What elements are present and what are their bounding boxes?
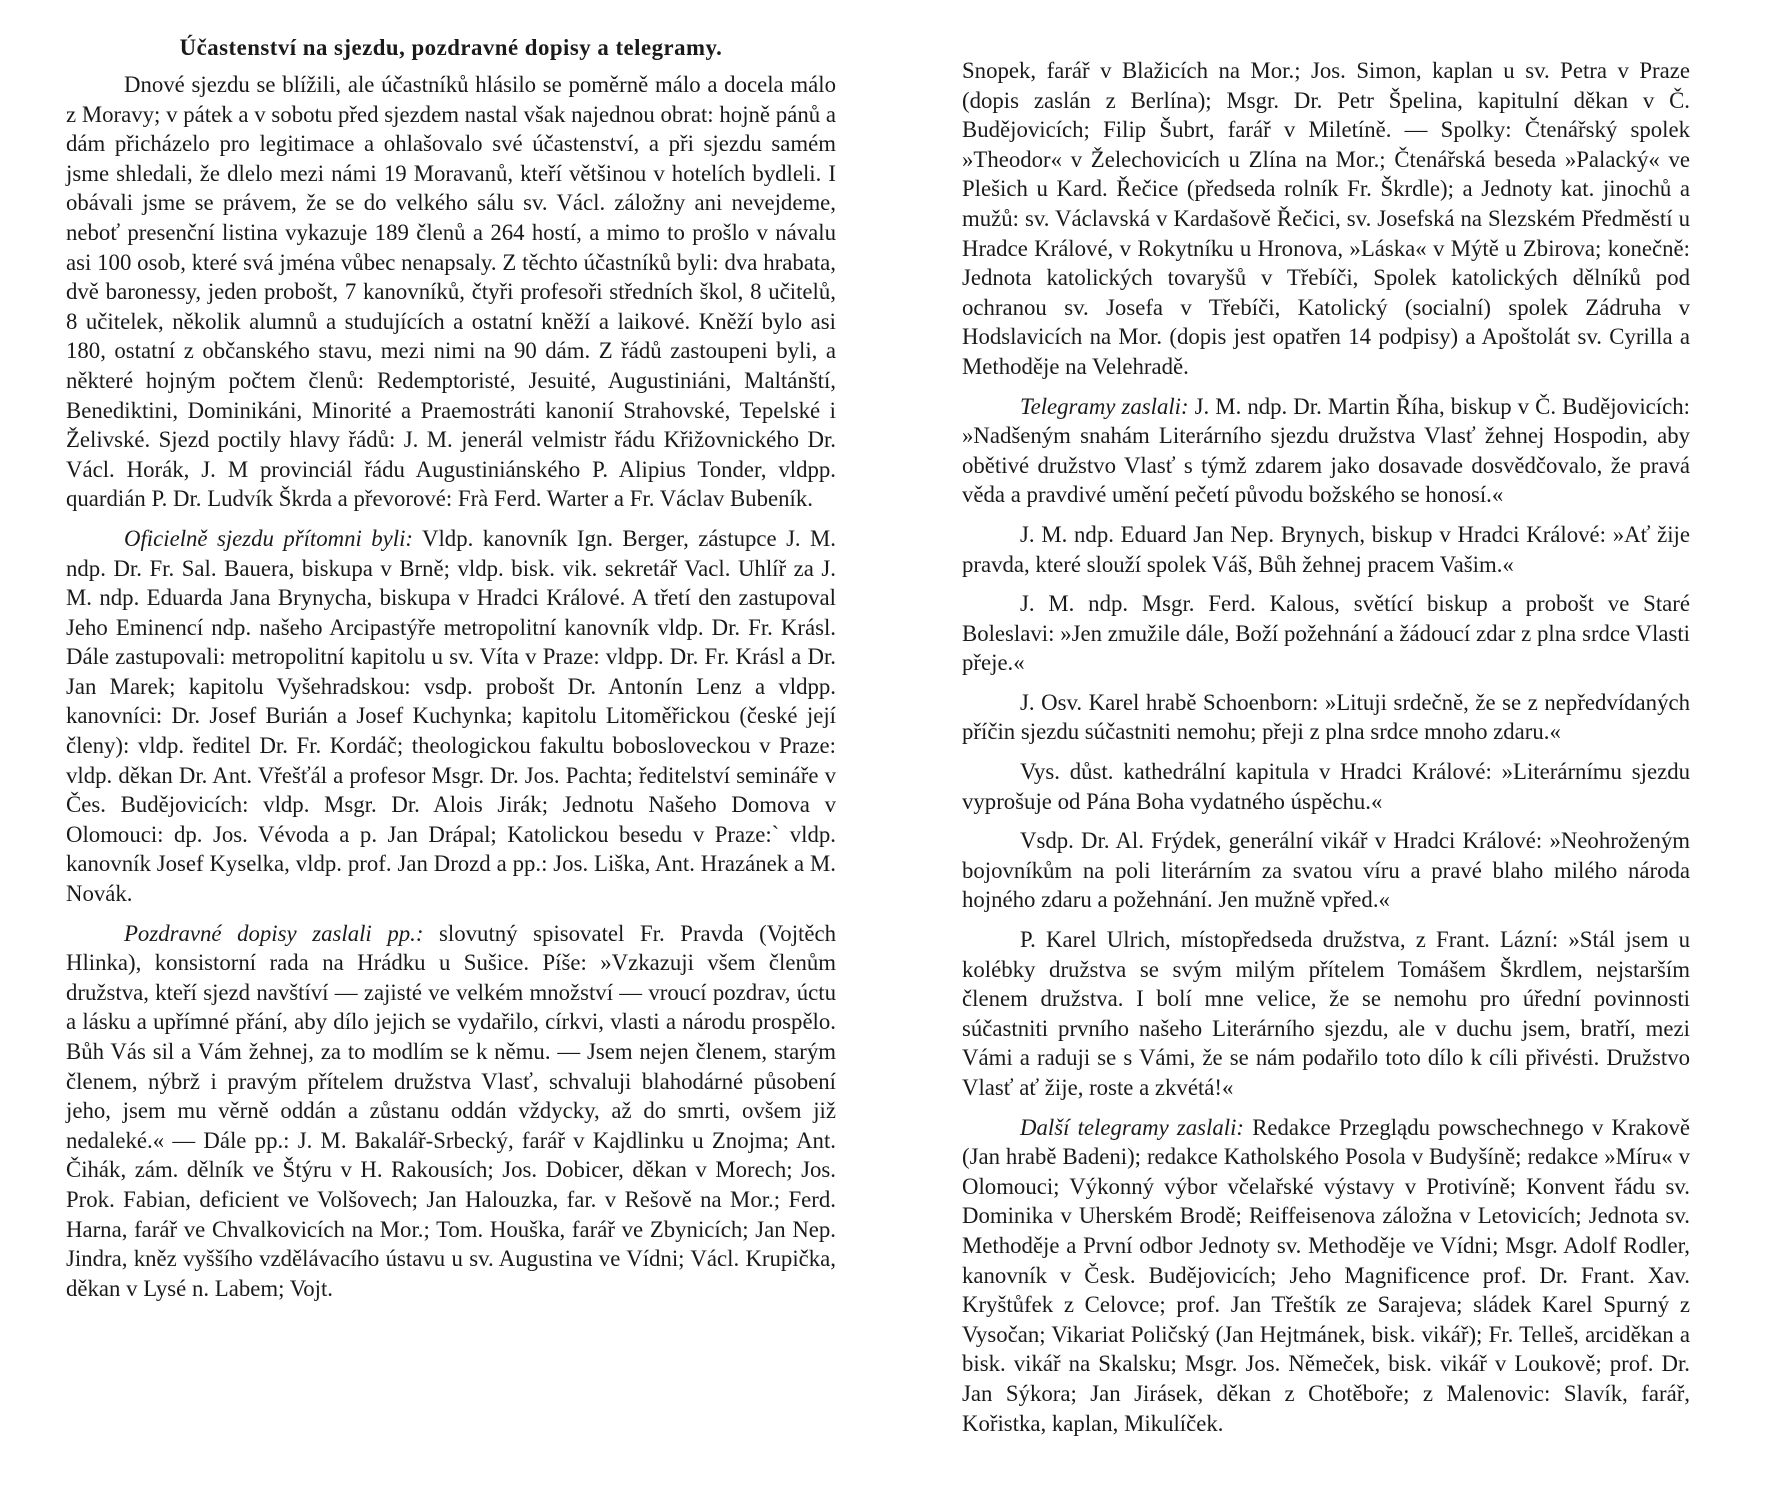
paragraph-telegram-frydek [962, 826, 1690, 915]
paragraph-telegram-ulrich [962, 925, 1690, 1103]
paragraph-telegrams [962, 392, 1690, 510]
paragraph-lead: Další telegramy zaslali: [1020, 1114, 1245, 1140]
section-heading-cut-off [66, 35, 836, 62]
paragraph-attendance [66, 70, 836, 514]
paragraph-text: Redakce Przeglądu powschechnego v Krakově (Jan hrabě Badeni); redakce Katholského Posola v Budyšíně; redakce »Míru« v Olomouci; Výkonný výbor včelařské výstavy v Protivíně; Konvent řádu sv. Dominika v Uherském Brodě; Reiffeisenova záložna v Letovicích; Jednota sv. Methoděje a První odbor Jednoty sv. Methoděje ve Vídni; Msgr. Adolf Rodler, kanovník v Česk. Budějovicích; Jeho Magnificence prof. Dr. Frant. Xav. Kryštůfek z Celovce; prof. Jan Třeštík ze Sarajeva; sládek Karel Spurný z Vysočan; Vikariat Poličský (Jan Hejtmánek, bisk. vikář); Fr. Telleš, arciděkan a bisk. vikář na Skalsku; Msgr. Jos. Němeček, bisk. vikář v Loukově; prof. Dr. Jan Sýkora; Jan Jirásek, děkan z Chotěboře; z Malenovic: Slavík, farář, Kořistka, kaplan, Mikulíček. [962, 1114, 1690, 1436]
paragraph-text: J. M. ndp. Msgr. Ferd. Kalous, světící biskup a probošt ve Staré Boleslavi: »Jen zmužile dále, Boží požehnání a žádoucí zdar z plna srdce Vlasti přeje.« [962, 591, 1690, 676]
paragraph-telegram-schoenborn [962, 688, 1690, 747]
paragraph-telegram-brynych [962, 520, 1690, 579]
paragraph-text: Snopek, farář v Blažicích na Mor.; Jos. Simon, kaplan u sv. Petra v Praze (dopis zaslán z Berlína); Msgr. Dr. Petr Špelina, kapitulní děkan v Č. Budějovicích; Filip Šubrt, farář v Miletíně. — Spolky: Čtenářský spolek »Theodor« v Želechovicích u Zlína na Mor.; Čtenářská beseda »Palacký« ve Plešich u Kard. Řečice (předseda rolník Fr. Škrdle); a Jednoty kat. jinochů a mužů: sv. Václavská v Kardašově Řečici, sv. Josefská na Slezském Předměstí u Hradce Králové, v Rokytníku u Hronova, »Láska« v Mýtě u Zbirova; konečně: Jednota katolických tovaryšů v Třebíči, Spolek katolických dělníků pod ochranou sv. Josefa v Třebíči, Katolický (socialní) spolek Zádruha v Hodslavicích na Mor. (dopis jest opatřen 14 podpisy) a Apoštolát sv. Cyrilla a Methoděje na Velehradě. [962, 58, 1690, 379]
paragraph-official-attendees [66, 524, 836, 909]
paragraph-continued-letters [962, 56, 1690, 382]
paragraph-telegram-chapter [962, 757, 1690, 816]
paragraph-lead: Telegramy zaslali: [1020, 393, 1189, 419]
paragraph-lead: Oficielně sjezdu přítomni byli: [124, 525, 414, 551]
paragraph-text: J. M. ndp. Eduard Jan Nep. Brynych, biskup v Hradci Králové: »Ať žije pravda, které slouží spolek Váš, Bůh žehnej pracem Vašim.« [962, 521, 1690, 577]
paragraph-lead: Pozdravné dopisy zaslali pp.: [124, 920, 424, 946]
left-page-column [66, 35, 836, 1303]
paragraph-more-telegrams [962, 1113, 1690, 1439]
paragraph-text: P. Karel Ulrich, místopředseda družstva, z Frant. Lázní: »Stál jsem u kolébky družstva se svým milým přítelem Tomášem Škrdlem, nejstarším členem družstva. I bolí mne velice, že se nemohu pro úřední povinnosti súčastniti prvního našeho Literárního sjezdu, ale v duchu jsem, bratří, mezi Vámi a raduji se s Vámi, že se nám podařilo toto dílo k cíli přivésti. Družstvo Vlasť ať žije, roste a zkvétá!« [962, 927, 1690, 1100]
section-heading-text: Účastenství na sjezdu, pozdravné dopisy a telegramy. [179, 35, 723, 60]
right-page-column [962, 56, 1690, 1438]
paragraph-telegram-kalous [962, 589, 1690, 678]
paragraph-greeting-letters [66, 919, 836, 1304]
paragraph-text: Vldp. kanovník Ign. Berger, zástupce J. M. ndp. Dr. Fr. Sal. Bauera, biskupa v Brně; vldp. bisk. vik. sekretář Vacl. Uhlíř za J. M. ndp. Eduarda Jana Brynycha, biskupa v Hradci Králové. A třetí den zastupoval Jeho Eminencí ndp. našeho Arcipastýře metropolitní kanovník vldp. Dr. Fr. Krásl. Dále zastupovali: metropolitní kapitolu u sv. Víta v Praze: vldpp. Dr. Fr. Krásl a Dr. Jan Marek; kapitolu Vyšehradskou: vsdp. probošt Dr. Antonín Lenz a vldpp. kanovníci: Dr. Josef Burián a Josef Kuchynka; kapitolu Litoměřickou (české její členy): vldp. ředitel Dr. Fr. Kordáč; theologickou fakultu bobosloveckou v Praze: vldp. děkan Dr. Ant. Vřešťál a profesor Msgr. Dr. Jos. Pachta; ředitelství semináře v Čes. Budějovicích: vldp. Msgr. Dr. Alois Jirák; Jednotu Našeho Domova v Olomouci: dp. Jos. Vévoda a p. Jan Drápal; Katolickou besedu v Praze:` vldp. kanovník Josef Kyselka, vldp. prof. Jan Drozd a pp.: Jos. Liška, Ant. Hrazánek a M. Novák. [66, 525, 836, 907]
paragraph-text: J. Osv. Karel hrabě Schoenborn: »Lituji srdečně, že se z nepředvídaných příčin sjezdu súčastniti nemohu; přeji z plna srdce mnoho zdaru.« [962, 689, 1690, 745]
paragraph-text: J. M. ndp. Dr. Martin Říha, biskup v Č. Budějovicích: »Nadšeným snahám Literárního sjezdu družstva Vlasť žehnej Hospodin, aby obětivé družstvo Vlasť s týmž zdarem jako dosavade dosvědčovalo, že pravá věda a pravdivé umění pečetí původu božského se honosí.« [962, 393, 1690, 508]
paragraph-text: Vys. důst. kathedrální kapitula v Hradci Králové: »Literárnímu sjezdu vyprošuje od Pána Boha vydatného úspěchu.« [962, 759, 1690, 814]
paragraph-text: Dnové sjezdu se blížili, ale účastníků hlásilo se poměrně málo a docela málo z Moravy; v pátek a v sobotu před sjezdem nastal však najednou obrat: hojně pánů a dám přicházelo pro legitimace a ohlašovalo své účastenství, a při sjezdu samém jsme shledali, že dlelo mezi námi 19 Moravanů, kteří většinou v hotelích bydleli. I obávali jsme se právem, že se do velkého sálu sv. Václ. záložny ani nevejdeme, neboť presenční listina vykazuje 189 členů a 264 hostí, a mimo to prošlo v návalu asi 100 osob, které svá jména vůbec nenapsaly. Z těchto účastníků byli: dva hrabata, dvě baronessy, jeden probošt, 7 kanovníků, čtyři profesoři středních škol, 8 učitelů, 8 učitelek, několik alumnů a studujících a ostatní kněží a laikové. Kněží bylo asi 180, ostatní z občanského stavu, mezi nimi na 90 dám. Z řádů zastoupeni byli, a některé hojným počtem členů: Redemptoristé, Jesuité, Augustiniáni, Maltánští, Benediktini, Dominikáni, Minorité a Praemostráti kanonií Strahovské, Tepelské i Želivské. Sjezd poctily hlavy řádů: J. M. jenerál velmistr řádu Křižovnického Dr. Václ. Horák, J. M provinciál řádu Augustiniánského P. Alipius Tonder, vldpp. quardián P. Dr. Ludvík Škrda a převorové: Frà Ferd. Warter a Fr. Václav Bubeník. [66, 72, 836, 512]
paragraph-text: Vsdp. Dr. Al. Frýdek, generální vikář v Hradci Králové: »Neohroženým bojovníkům na poli literárním za svatou víru a pravé blaho milého národa hojného zdaru a požehnání. Jen mužně vpřed.« [962, 828, 1690, 913]
paragraph-text: slovutný spisovatel Fr. Pravda (Vojtěch Hlinka), konsistorní rada na Hrádku u Sušice. Píše: »Vzkazuji všem členům družstva, kteří sjezd navštíví — zajisté ve velkém množství — vroucí pozdrav, úctu a lásku a upřímné přání, aby dílo jejich se vydařilo, církvi, vlasti a národu prospělo. Bůh Vás sil a Vám žehnej, za to modlím se k němu. — Jsem nejen členem, starým členem, nýbrž i pravým přítelem družstva Vlasť, schvaluji blahodárné působení jeho, jsem mu věrně oddán a zůstanu oddán vždycky, až do smrti, ovšem již nedaleké.« — Dále pp.: J. M. Bakalář-Srbecký, farář v Kajdlinku u Znojma; Ant. Čihák, zám. dělník ve Štýru v H. Rakousích; Jos. Dobicer, děkan v Morech; Jos. Prok. Fabian, deficient ve Volšovech; Jan Halouzka, far. v Rešově na Mor.; Ferd. Harna, farář ve Chvalkovicích na Mor.; Tom. Houška, farář ve Zbynicích; Jan Nep. Jindra, kněz vyššího vzdělávacího ústavu u sv. Augustina ve Vídni; Václ. Krupička, děkan v Lysé n. Labem; Vojt. [66, 920, 836, 1301]
